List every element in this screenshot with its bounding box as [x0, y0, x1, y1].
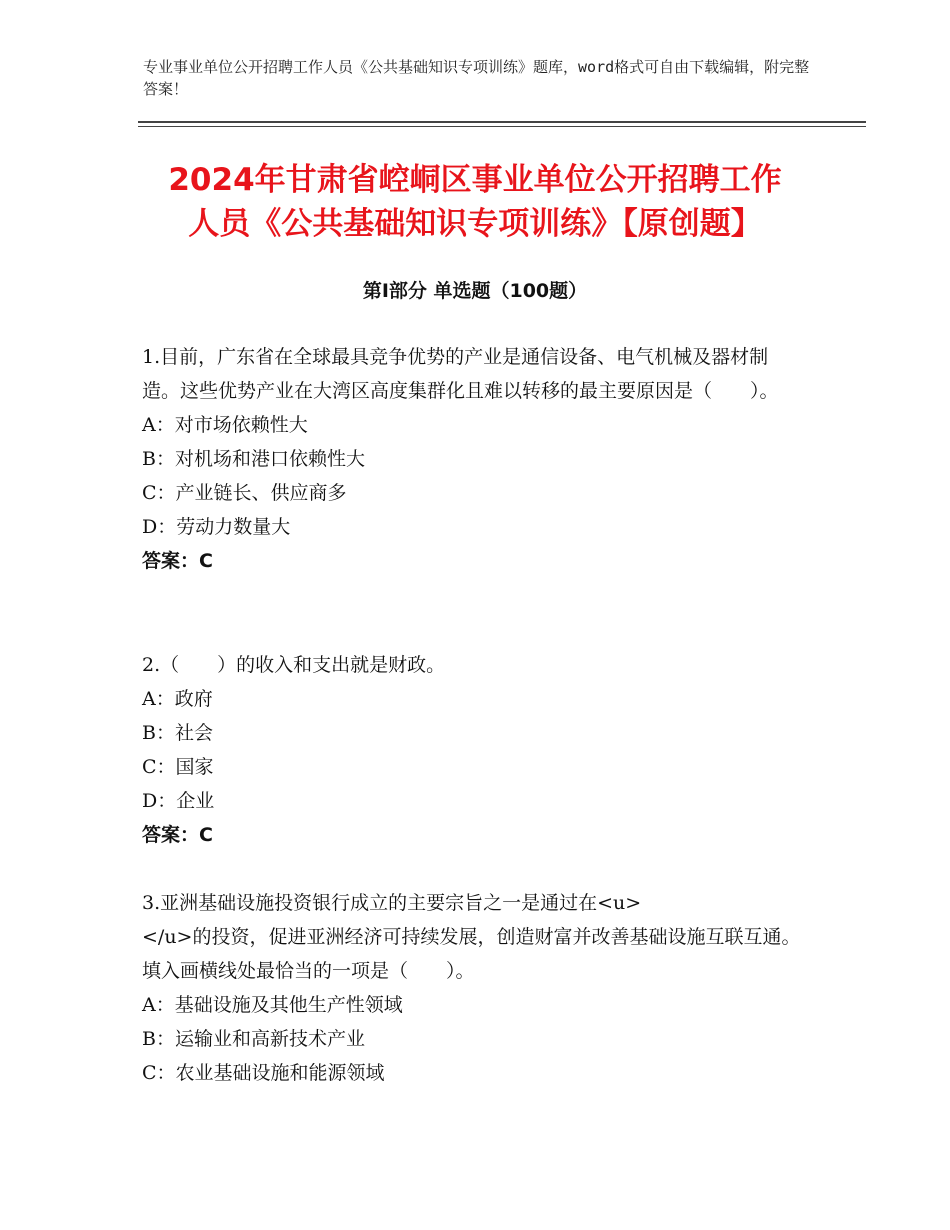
answer: 答案：C: [142, 824, 213, 846]
option-c: C：产业链长、供应商多: [142, 482, 347, 504]
option-a: A：对市场依赖性大: [142, 414, 308, 436]
header-rule-thin: [138, 126, 866, 127]
option-b: B：运输业和高新技术产业: [142, 1028, 365, 1050]
question-text: 2.（ ）的收入和支出就是财政。: [142, 654, 446, 676]
option-b: B：社会: [142, 722, 213, 744]
question-2: [142, 648, 802, 852]
question-text: 1.目前，广东省在全球最具竞争优势的产业是通信设备、电气机械及器材制造。这些优势产业在大湾区高度集群化且难以转移的最主要原因是（ ）。: [142, 346, 779, 402]
section-title: 第I部分 单选题（100题）: [362, 280, 588, 302]
header-note: 专业事业单位公开招聘工作人员《公共基础知识专项训练》题库，word格式可自由下载编辑，附完整答案！: [143, 58, 810, 98]
option-d: D：劳动力数量大: [142, 516, 291, 538]
option-a: A：基础设施及其他生产性领域: [142, 994, 403, 1016]
question-3: [142, 886, 802, 1090]
option-a: A：政府: [142, 688, 213, 710]
option-b: B：对机场和港口依赖性大: [142, 448, 365, 470]
option-d: D：企业: [142, 790, 215, 812]
question-text-line-2: </u>的投资，促进亚洲经济可持续发展，创造财富并改善基础设施互联互通。填入画横线处最恰当的一项是（ ）。: [142, 926, 801, 982]
document-title: [100, 158, 850, 246]
title-line-2: 人员《公共基础知识专项训练》【原创题】: [188, 206, 762, 242]
option-c: C：国家: [142, 756, 214, 778]
question-1: [142, 340, 802, 578]
header-rule-thick: [138, 121, 866, 123]
option-c: C：农业基础设施和能源领域: [142, 1062, 385, 1084]
question-text-line-1: 3.亚洲基础设施投资银行成立的主要宗旨之一是通过在<u>: [142, 892, 642, 914]
answer: 答案：C: [142, 550, 213, 572]
title-line-1: 2024年甘肃省崆峒区事业单位公开招聘工作: [168, 162, 782, 198]
